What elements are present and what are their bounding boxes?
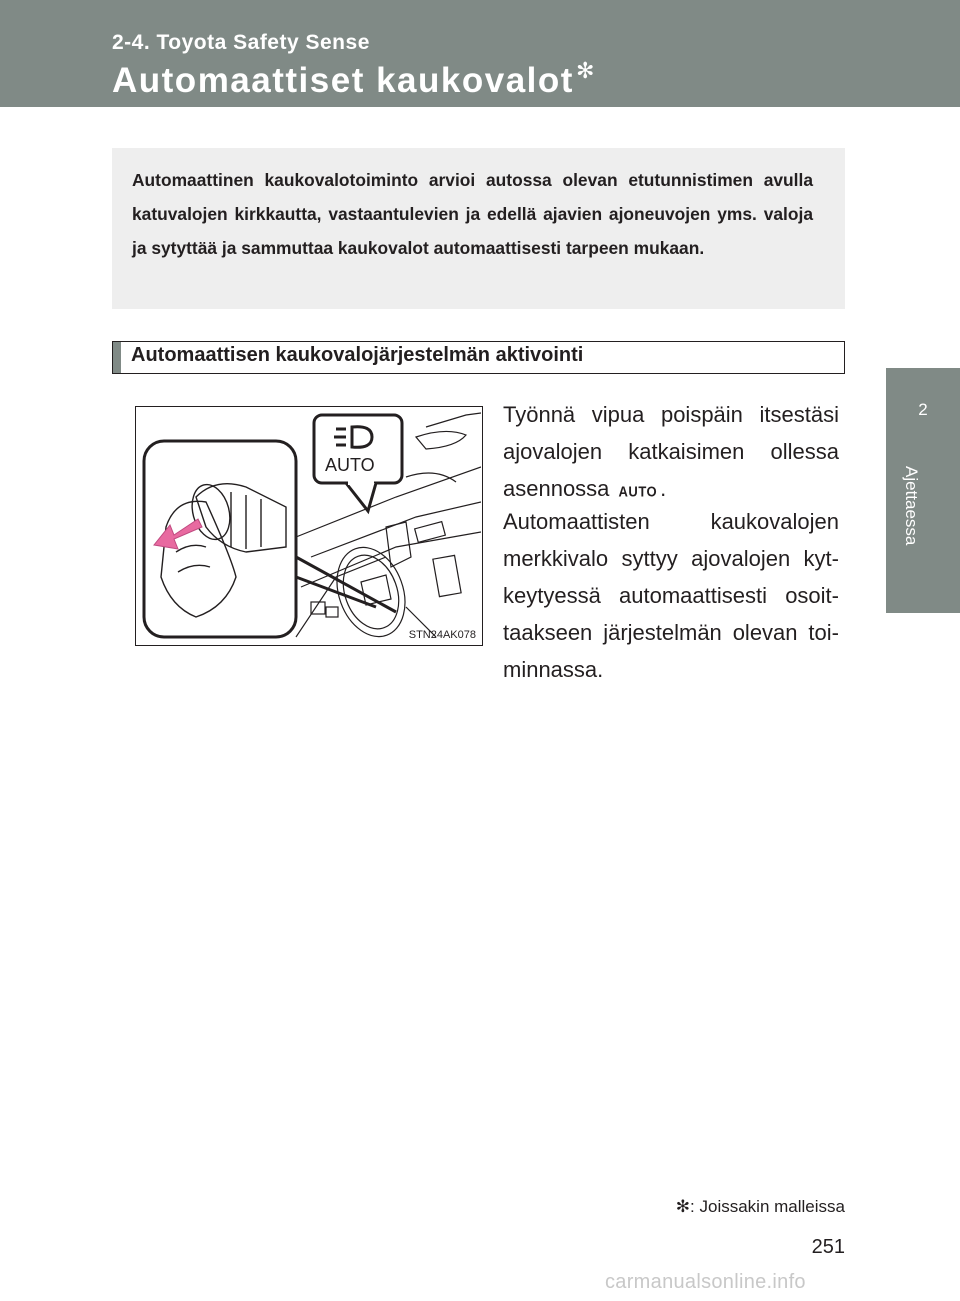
footnote <box>660 1197 845 1217</box>
page-header <box>0 0 960 107</box>
title-text: Automaattiset kaukovalot <box>112 61 574 100</box>
subheading-text: Automaattisen kaukovalojärjestelmän aktivointi <box>131 344 584 366</box>
page-number: 251 <box>811 1236 845 1258</box>
dashboard-illustration <box>136 407 481 644</box>
chapter-number: 2 <box>918 400 928 419</box>
page-title <box>112 58 596 101</box>
title-asterisk: ✻ <box>575 58 596 83</box>
auto-position-icon: AUTO <box>618 482 658 501</box>
figure-code: STN24AK078 <box>408 629 476 641</box>
chapter-label: Ajettaessa <box>902 466 921 546</box>
footnote-text: : Joissakin malleissa <box>690 1197 845 1216</box>
watermark: carmanualsonline.info <box>605 1271 806 1293</box>
note-paragraph: Automaattisten kaukovalojen merkkivalo syttyy ajovalojen kytkeytyessä automaattisesti osoittaakseen järjestelmän olevan toiminnassa. <box>503 509 839 682</box>
instruction-end: . <box>660 476 667 501</box>
instruction-paragraph <box>503 396 839 510</box>
subheading-box <box>112 341 845 374</box>
illustration <box>135 406 483 646</box>
callout-auto-label: AUTO <box>325 455 375 475</box>
intro-box <box>112 148 845 309</box>
subheading-bar <box>113 342 121 373</box>
instruction-text: Työnnä vipua poispäin itsestäsi ajovalojen katkaisimen ollessa asennossa <box>503 402 839 501</box>
intro-text: Automaattinen kaukovalotoiminto arvioi autossa olevan etutunnistimen avulla katuvalojen kirkkautta, vastaantulevien ja edellä ajavien ajoneuvojen yms. valoja ja sytyttää ja sammuttaa kaukovalot automaattisesti tarpeen mukaan. <box>132 170 813 258</box>
footnote-mark: ✻ <box>675 1197 691 1216</box>
section-label: 2-4. Toyota Safety Sense <box>112 31 370 54</box>
